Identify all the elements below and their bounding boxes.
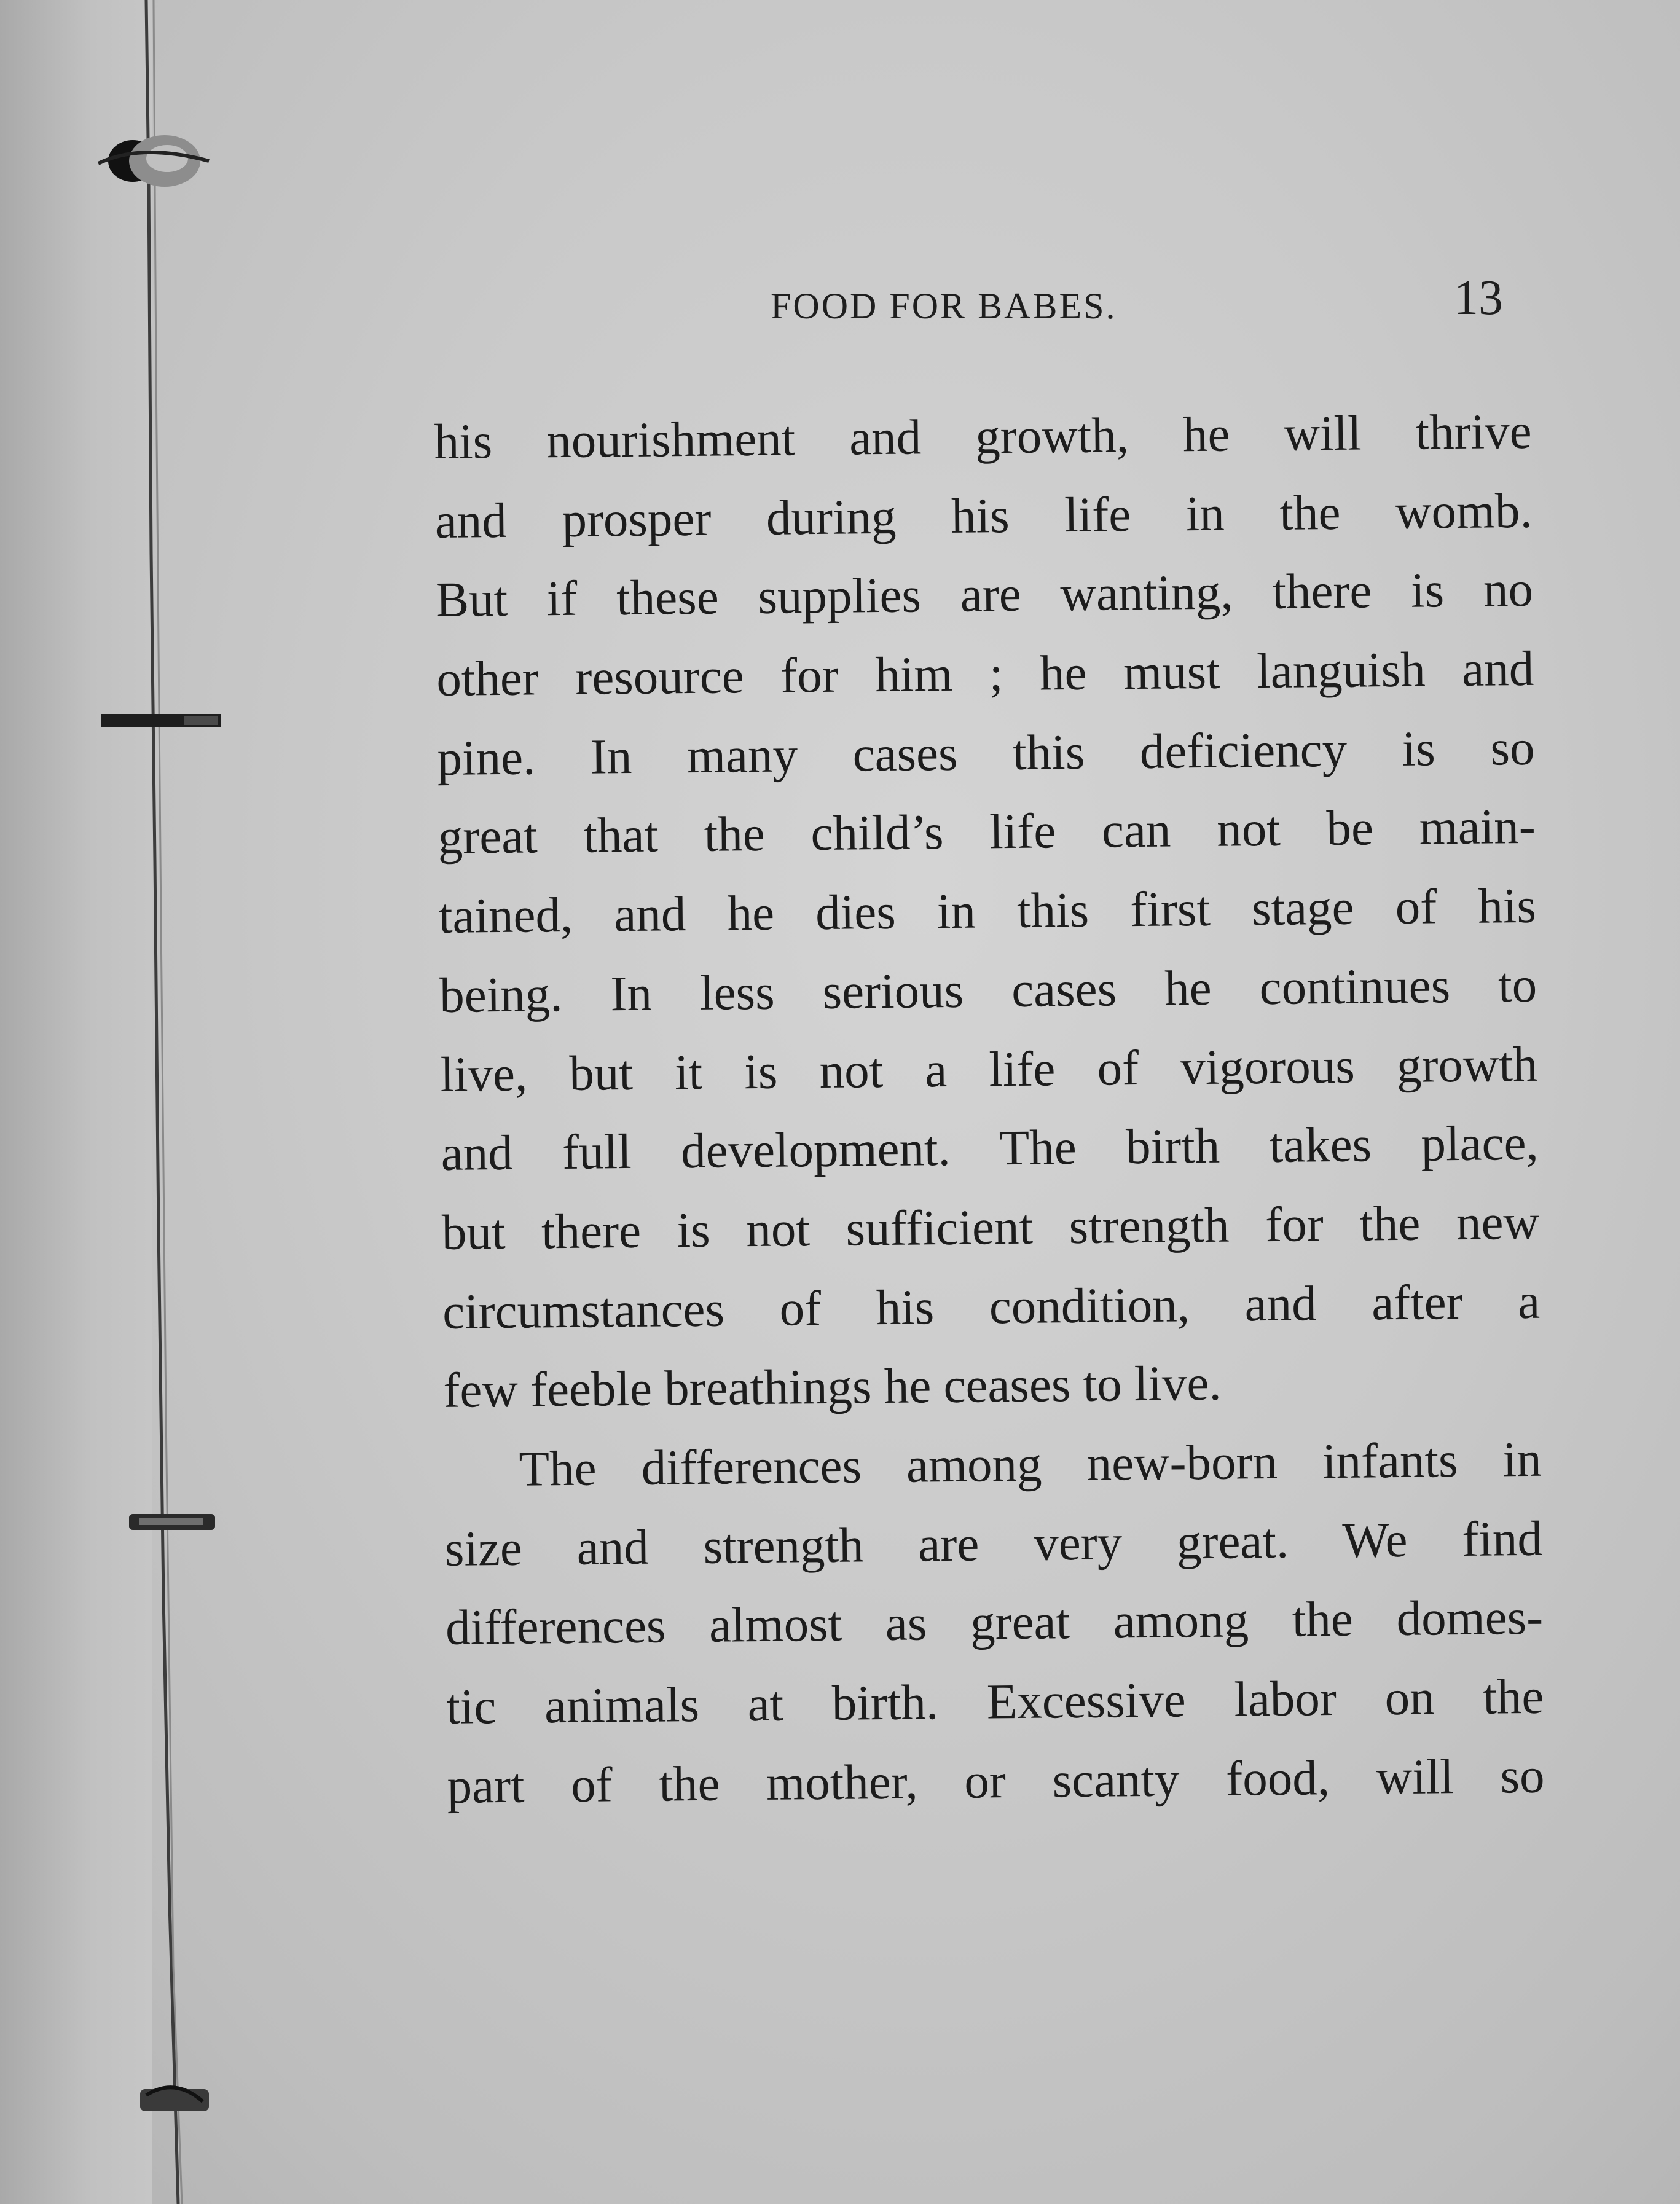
text-line: other resource for him ; he must languish and bbox=[436, 640, 1534, 707]
running-head: FOOD FOR BABES. bbox=[771, 286, 1117, 326]
text-line: great that the child’s life can not be main- bbox=[438, 799, 1536, 865]
body-text bbox=[434, 392, 1545, 1826]
page-header bbox=[0, 270, 1680, 338]
binding-stitch-middle bbox=[101, 714, 221, 727]
text-line: pine. In many cases this deficiency is so bbox=[437, 720, 1535, 786]
text-line: The differences among new-born infants in bbox=[519, 1431, 1542, 1497]
text-line: few feeble breathings he ceases to live. bbox=[443, 1355, 1222, 1419]
text-line: his nourishment and growth, he will thrive bbox=[434, 403, 1532, 469]
text-line: but there is not sufficient strength for the new bbox=[441, 1194, 1540, 1260]
text-line: tic animals at birth. Excessive labor on the bbox=[446, 1668, 1544, 1735]
binding-stitch-lower bbox=[129, 1514, 215, 1530]
text-line: size and strength are very great. We find bbox=[444, 1510, 1543, 1577]
text-line: live, but it is not a life of vigorous growth bbox=[440, 1036, 1538, 1102]
text-line: circumstances of his condition, and after a bbox=[442, 1273, 1541, 1339]
text-line: and prosper during his life in the womb. bbox=[434, 482, 1533, 549]
page-number: 13 bbox=[1454, 271, 1503, 325]
text-line: differences almost as great among the domes- bbox=[445, 1590, 1544, 1656]
binding-stitch-top bbox=[98, 135, 209, 187]
text-line: But if these supplies are wanting, there is no bbox=[435, 562, 1534, 628]
text-line: being. In less serious cases he continues to bbox=[439, 957, 1537, 1023]
text-line: part of the mother, or scanty food, will so bbox=[447, 1747, 1545, 1814]
text-line: tained, and he dies in this first stage of his bbox=[438, 877, 1537, 944]
binding-stitch-bottom bbox=[140, 2087, 209, 2111]
text-line: and full development. The birth takes place, bbox=[441, 1115, 1539, 1182]
